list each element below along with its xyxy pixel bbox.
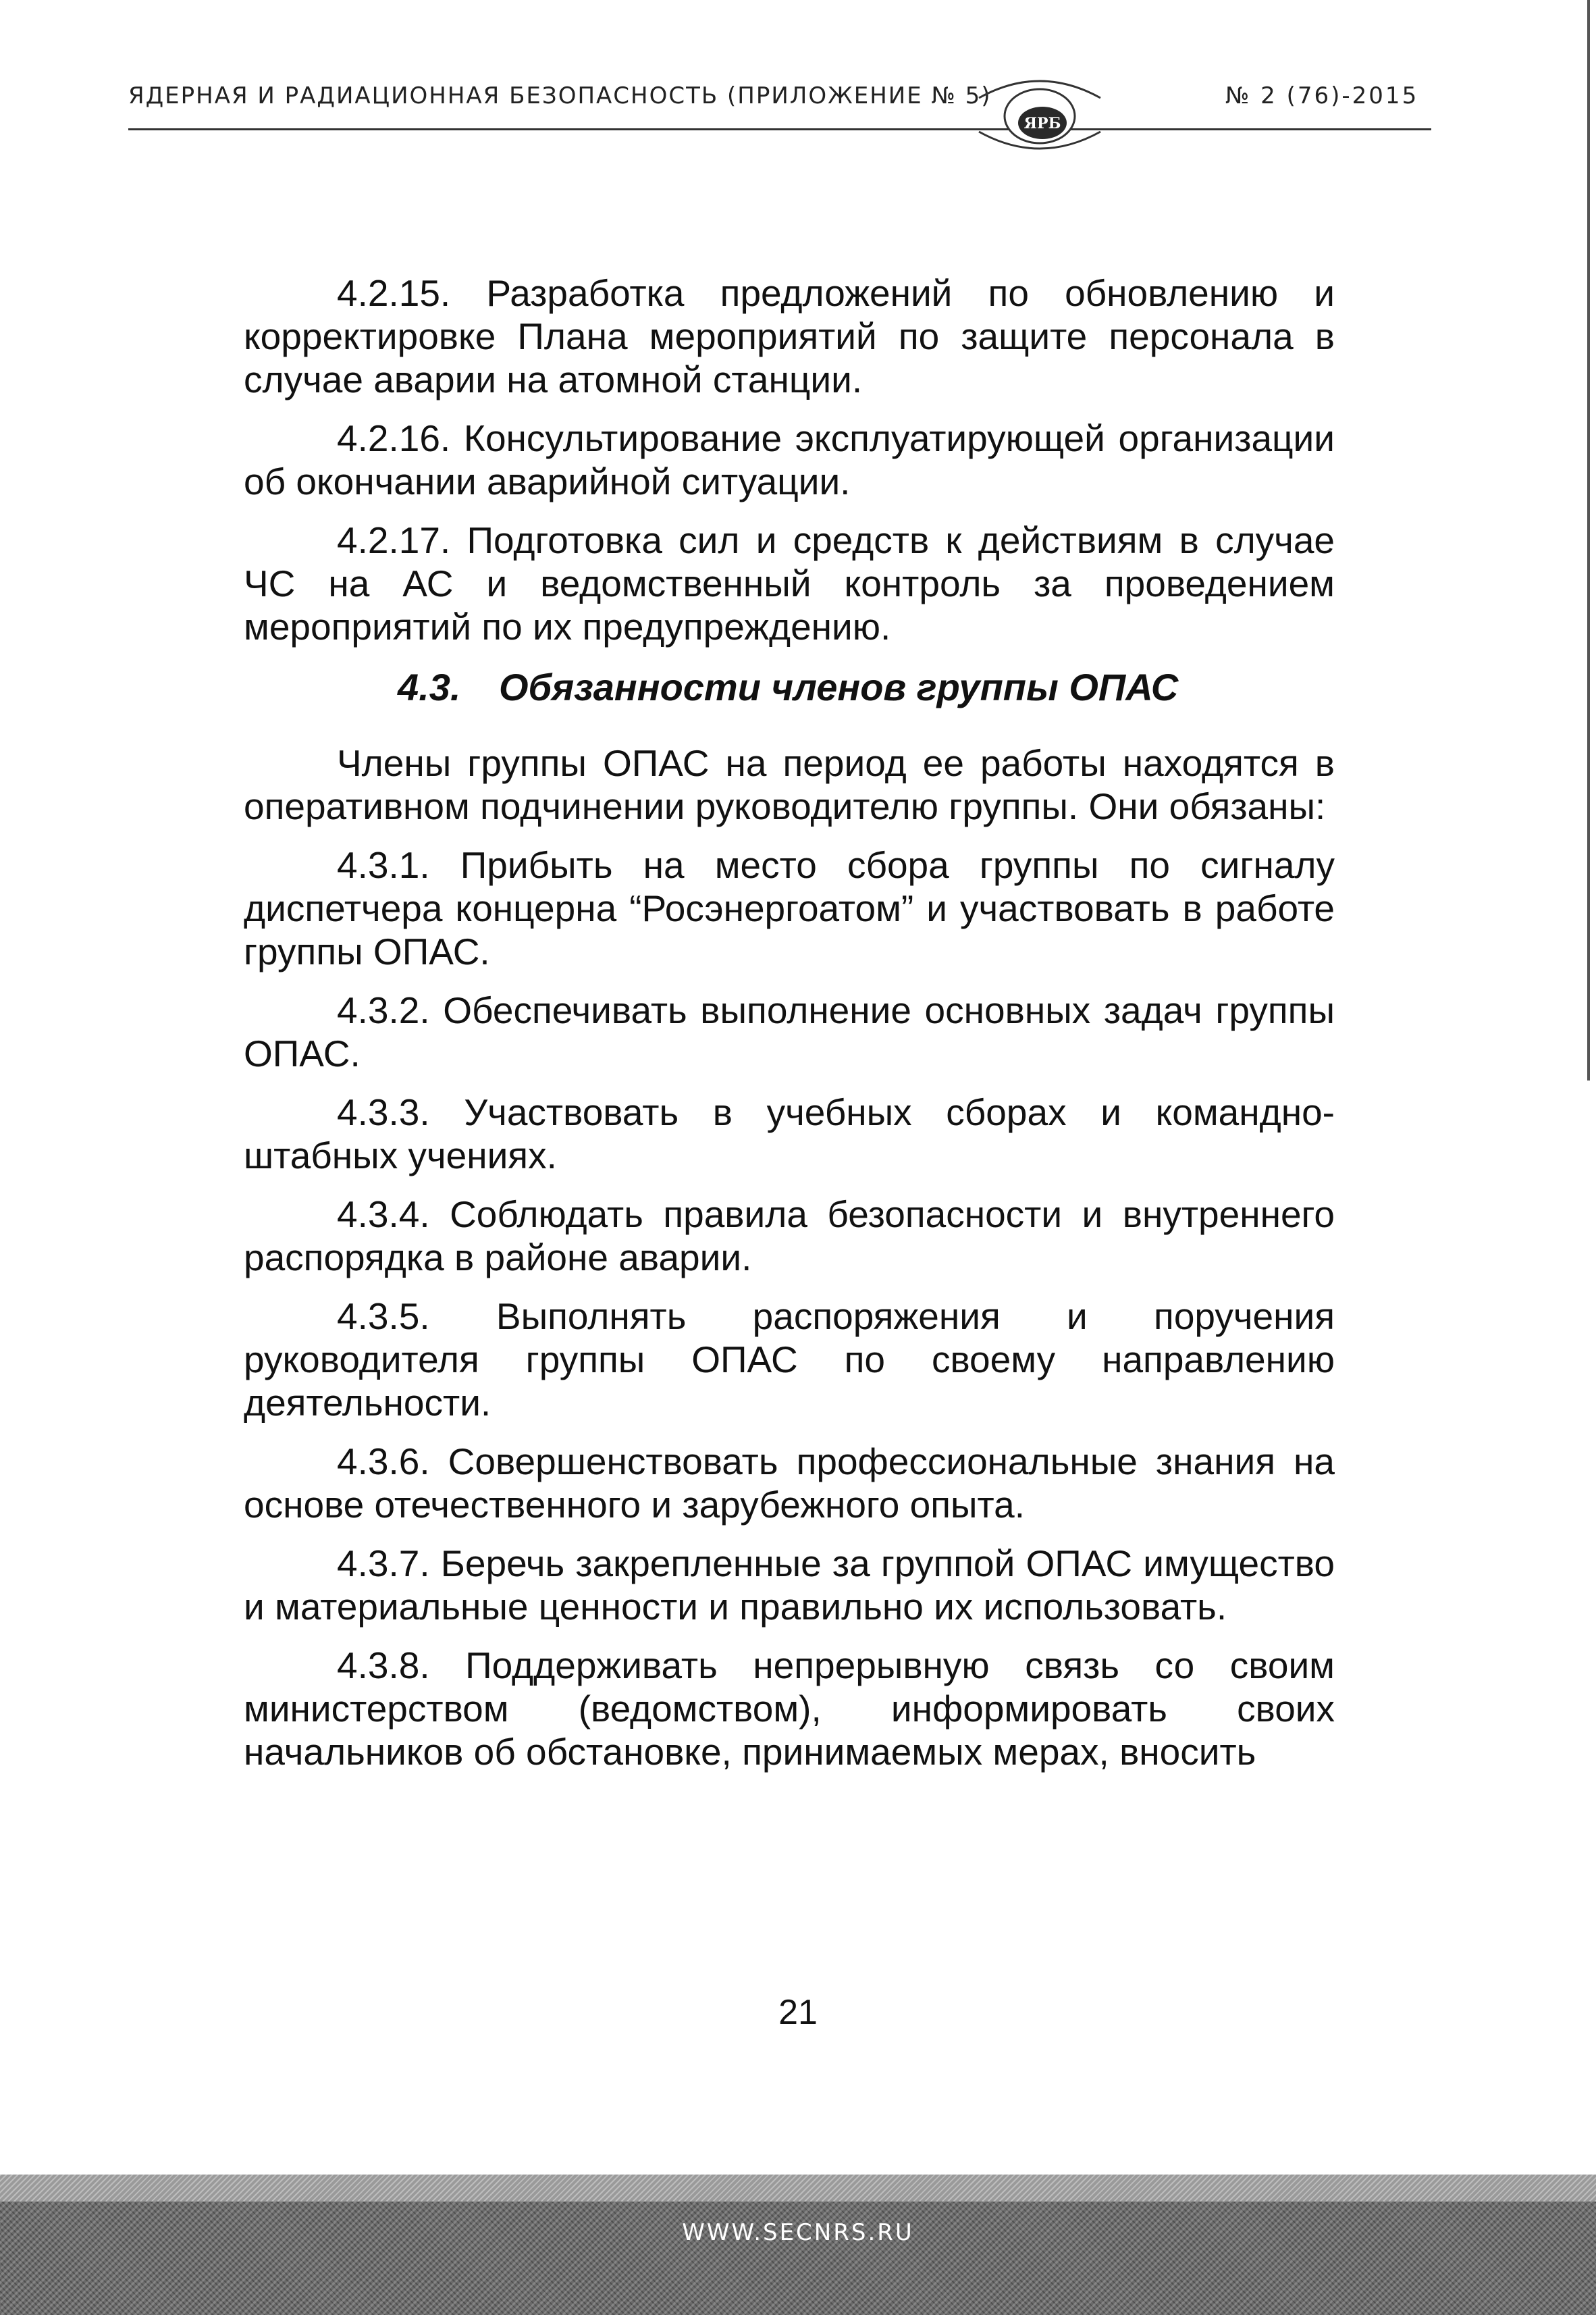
paragraph-4-3-4: 4.3.4. Соблюдать правила безопасности и внутреннего распорядка в районе аварии. [244, 1193, 1335, 1278]
section-number: 4.3. [398, 666, 461, 708]
section-title: Обязанности членов группы ОПАС [499, 666, 1179, 708]
paragraph-4-3-7: 4.3.7. Беречь закрепленные за группой ОПАС имущество и материальные ценности и правильно их использовать. [244, 1542, 1335, 1628]
paragraph-4-2-15: 4.2.15. Разработка предложений по обновлению и корректировке Плана мероприятий по защите персонала в случае аварии на атомной станции. [244, 272, 1335, 400]
footer-band [0, 2175, 1596, 2315]
nrs-logo-icon [972, 68, 1107, 162]
paragraph-4-3-5: 4.3.5. Выполнять распоряжения и поручения руководителя группы ОПАС по своему направлению деятельности. [244, 1295, 1335, 1424]
footer-top-strip [0, 2175, 1596, 2202]
margin-mark [1587, 0, 1590, 1081]
header-rule [128, 128, 1431, 130]
logo-text: ЯРБ [1023, 115, 1061, 132]
paragraph-4-3-6: 4.3.6. Совершенствовать профессиональные знания на основе отечественного и зарубежного опыта. [244, 1440, 1335, 1526]
paragraph-4-3-3: 4.3.3. Участвовать в учебных сборах и командно-штабных учениях. [244, 1091, 1335, 1176]
document-body [244, 271, 1335, 1789]
page-number: 21 [778, 1993, 818, 2032]
footer-url-link[interactable]: WWW.SECNRS.RU [682, 2219, 914, 2246]
paragraph-4-3-1: 4.3.1. Прибыть на место сбора группы по сигналу диспетчера концерна “Росэнергоатом” и участвовать в работе группы ОПАС. [244, 844, 1335, 972]
paragraph-4-2-17: 4.2.17. Подготовка сил и средств к действиям в случае ЧС на АС и ведомственный контроль за проведением мероприятий по их предупреждению. [244, 519, 1335, 648]
paragraph-4-3-8: 4.3.8. Поддерживать непрерывную связь со своим министерством (ведомством), информировать своих начальников об обстановке, принимаемых мерах, вносить [244, 1644, 1335, 1773]
journal-title: ЯДЕРНАЯ И РАДИАЦИОННАЯ БЕЗОПАСНОСТЬ (ПРИЛОЖЕНИЕ № 5) [128, 82, 992, 109]
paragraph-4-3-2: 4.3.2. Обеспечивать выполнение основных задач группы ОПАС. [244, 989, 1335, 1074]
section-heading [398, 666, 1335, 709]
paragraph-4-2-16: 4.2.16. Консультирование эксплуатирующей организации об окончании аварийной ситуации. [244, 417, 1335, 502]
issue-number: № 2 (76)-2015 [1225, 82, 1419, 109]
paragraph-intro: Члены группы ОПАС на период ее работы находятся в оперативном подчинении руководителю группы. Они обязаны: [244, 742, 1335, 827]
